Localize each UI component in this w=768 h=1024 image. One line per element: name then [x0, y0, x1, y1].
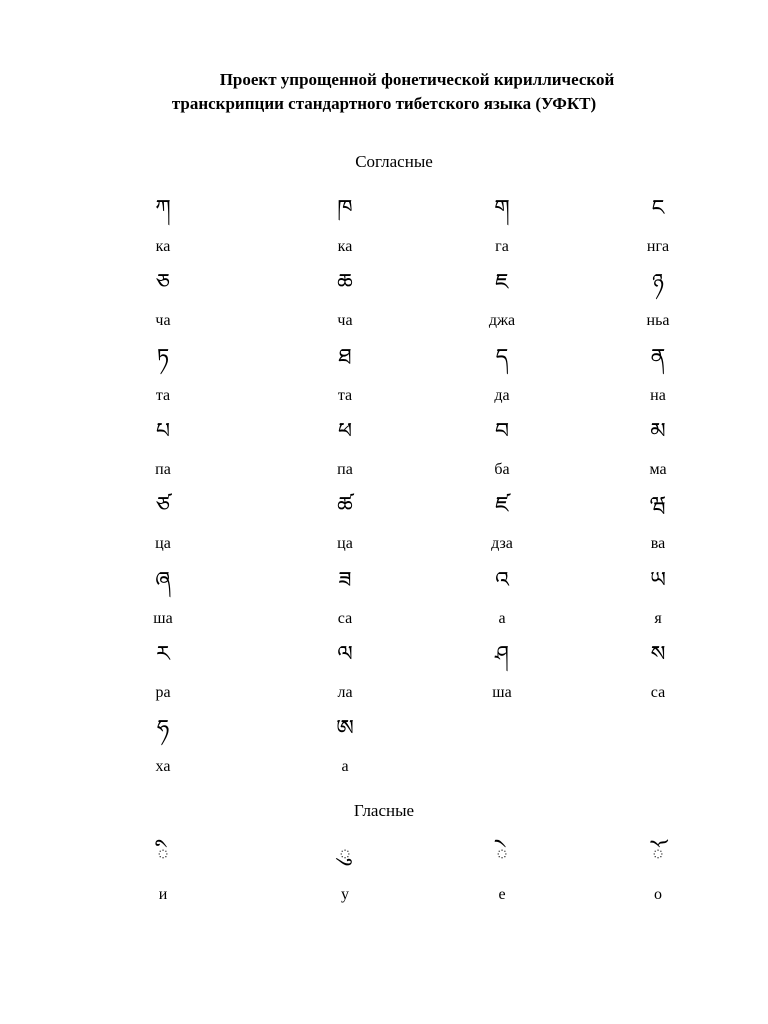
consonant-cell	[103, 489, 223, 553]
transliteration: ша	[153, 609, 173, 627]
consonant-cell	[285, 712, 405, 776]
consonant-cell	[285, 638, 405, 702]
transliteration: джа	[488, 312, 516, 330]
consonants-heading: Согласные	[355, 152, 433, 171]
consonant-cell	[598, 415, 718, 479]
transliteration: ла	[337, 683, 353, 701]
tibetan-letter: ཙ	[156, 493, 170, 519]
transliteration: ньа	[646, 312, 670, 330]
consonant-cell	[598, 638, 718, 702]
vowel-cell	[442, 840, 562, 904]
tibetan-letter: ཤ	[495, 641, 509, 667]
tibetan-letter: ལ	[337, 641, 353, 667]
consonant-cell	[442, 341, 562, 405]
transliteration: та	[337, 386, 353, 404]
transliteration: у	[341, 886, 349, 903]
tibetan-letter: ཅ	[156, 270, 170, 296]
transliteration: га	[495, 238, 509, 255]
tibetan-letter: ཛ	[495, 493, 509, 519]
transliteration: да	[494, 386, 510, 404]
transliteration: о	[654, 886, 662, 903]
transliteration: па	[155, 460, 171, 478]
consonant-cell	[285, 489, 405, 553]
consonant-cell	[598, 192, 718, 256]
transliteration: ка	[337, 238, 353, 255]
consonant-cell	[442, 638, 562, 702]
transliteration: ша	[492, 683, 512, 701]
tibetan-letter: ཡ	[650, 567, 666, 593]
tibetan-letter: ཏ	[156, 344, 170, 370]
transliteration: са	[337, 609, 353, 627]
tibetan-letter: ◌ི	[156, 844, 170, 869]
tibetan-letter: ཀ	[155, 196, 171, 221]
transliteration: а	[498, 609, 506, 627]
consonant-cell	[285, 415, 405, 479]
transliteration: ра	[155, 683, 171, 701]
transliteration: ца	[155, 535, 171, 553]
vowels-heading: Гласные	[353, 801, 415, 820]
document-title-line-2: транскрипции стандартного тибетского языка (УФКТ)	[171, 94, 597, 113]
tibetan-letter: བ	[494, 418, 510, 444]
transliteration: ка	[155, 238, 171, 255]
consonant-cell	[285, 266, 405, 330]
consonant-cell	[598, 341, 718, 405]
consonant-cell	[598, 266, 718, 330]
transliteration: е	[498, 886, 506, 903]
transliteration: и	[158, 886, 168, 903]
consonant-cell	[103, 192, 223, 256]
tibetan-letter: ཧ	[156, 716, 170, 742]
transliteration: ча	[155, 312, 171, 330]
tibetan-letter: ◌ོ	[651, 844, 665, 869]
tibetan-letter: ཞ	[155, 567, 171, 593]
consonant-cell	[103, 266, 223, 330]
tibetan-letter: ར	[156, 641, 170, 667]
tibetan-letter: ◌ེ	[495, 844, 509, 869]
transliteration: нга	[646, 238, 670, 255]
tibetan-letter: ཨ	[336, 716, 354, 742]
transliteration: а	[341, 758, 349, 776]
vowel-cell	[598, 840, 718, 904]
tibetan-letter: ◌ུ	[338, 844, 352, 869]
consonant-cell	[442, 415, 562, 479]
transliteration: та	[155, 386, 171, 404]
tibetan-letter: ཐ	[338, 344, 352, 370]
tibetan-letter: ཝ	[649, 493, 667, 519]
transliteration: ба	[494, 460, 510, 478]
consonant-cell	[598, 564, 718, 628]
transliteration: я	[654, 609, 662, 627]
tibetan-letter: ཇ	[495, 270, 509, 296]
tibetan-letter: ད	[495, 344, 509, 370]
tibetan-letter: ང	[651, 196, 665, 221]
consonant-cell	[442, 564, 562, 628]
consonant-cell	[103, 415, 223, 479]
consonant-cell	[442, 266, 562, 330]
tibetan-letter: ཚ	[337, 493, 353, 519]
transliteration: ца	[337, 535, 353, 553]
consonant-cell	[442, 489, 562, 553]
transliteration: на	[650, 386, 666, 404]
transliteration: са	[650, 683, 666, 701]
transliteration: ча	[337, 312, 353, 330]
transliteration: ва	[650, 535, 666, 553]
transliteration: па	[337, 460, 353, 478]
transliteration: ха	[155, 758, 171, 776]
vowel-cell	[103, 840, 223, 904]
consonant-cell	[285, 192, 405, 256]
consonant-cell	[103, 712, 223, 776]
transliteration: дза	[491, 535, 513, 553]
consonant-cell	[598, 489, 718, 553]
tibetan-letter: པ	[155, 418, 171, 444]
tibetan-letter: ག	[494, 196, 510, 221]
tibetan-letter: ཕ	[337, 418, 353, 444]
consonant-cell	[285, 341, 405, 405]
tibetan-letter: ཆ	[337, 270, 353, 296]
consonant-cell	[285, 564, 405, 628]
tibetan-letter: ཟ	[338, 567, 352, 593]
vowel-cell	[285, 840, 405, 904]
consonant-cell	[103, 638, 223, 702]
consonant-cell	[442, 192, 562, 256]
document-title-line-1: Проект упрощенной фонетической кириллической	[219, 70, 615, 89]
tibetan-letter: ན	[650, 344, 666, 370]
tibetan-letter: མ	[650, 418, 666, 444]
consonant-cell	[103, 341, 223, 405]
tibetan-letter: ས	[650, 641, 666, 667]
tibetan-letter: འ	[495, 567, 509, 593]
tibetan-letter: ཉ	[652, 270, 664, 296]
transliteration: ма	[649, 460, 667, 478]
consonant-cell	[103, 564, 223, 628]
tibetan-letter: ཁ	[337, 196, 353, 221]
